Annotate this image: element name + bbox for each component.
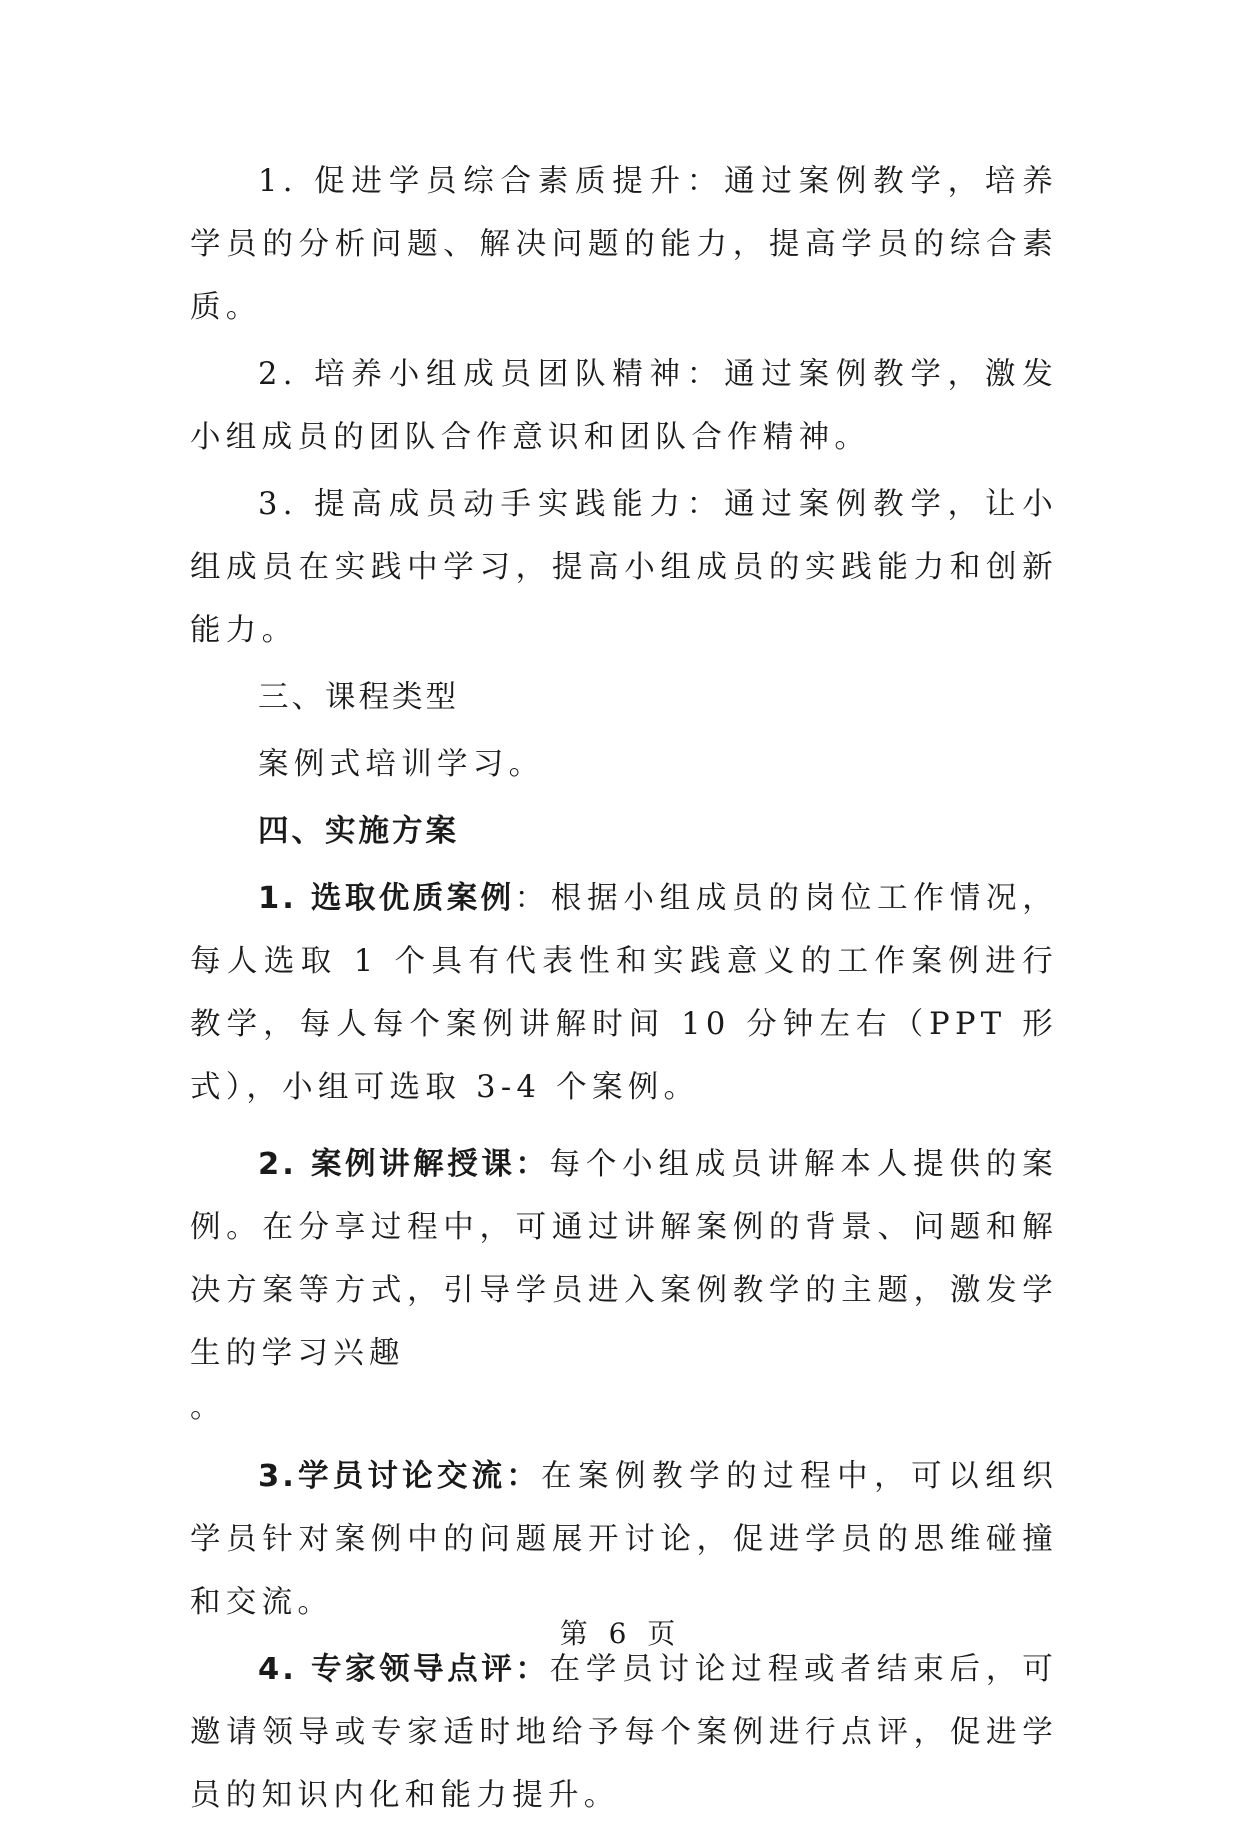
plan-item-1-text: ：根据小组成员的岗位工作情况，每人选取 1 个具有代表性和实践意义的工作案例进行教学，每人每个案例讲解时间 10 分钟左右（PPT 形式），小组可选取 3-4 个案例。	[190, 881, 1058, 1105]
plan-item-1-lead: 1. 选取优质案例	[258, 881, 515, 916]
goal-paragraph-1	[190, 150, 1058, 339]
plan-item-2	[190, 1133, 1058, 1385]
section-3-heading	[190, 666, 1058, 729]
plan-item-2-text: 每个小组成员讲解本人提供的案例。在分享过程中，可通过讲解案例的背景、问题和解决方案等方式，引导学员进入案例教学的主题，激发学生的学习兴趣	[190, 1147, 1058, 1371]
section-3-body-text: 案例式培训学习。	[258, 747, 545, 782]
plan-item-3	[190, 1445, 1058, 1634]
goal-text-2: 2. 培养小组成员团队精神：通过案例教学，激发小组成员的团队合作意识和团队合作精神。	[190, 357, 1058, 455]
plan-item-2-dangling-period: 。	[190, 1390, 221, 1425]
plan-item-3-lead: 3.学员讨论交流：	[258, 1459, 542, 1494]
section-3-heading-text: 三、课程类型	[258, 680, 459, 715]
document-body	[190, 150, 1058, 1831]
goal-paragraph-3	[190, 473, 1058, 662]
plan-item-4-lead: 4. 专家领导点评：	[258, 1652, 550, 1687]
plan-item-1	[190, 867, 1058, 1119]
plan-item-3-text: 在案例教学的过程中，可以组织学员针对案例中的问题展开讨论，促进学员的思维碰撞和交流。	[190, 1459, 1059, 1620]
goal-paragraph-2	[190, 343, 1058, 469]
plan-item-4	[190, 1638, 1058, 1827]
page-number: 第 6 页	[559, 1617, 682, 1650]
plan-item-4-text: 在学员讨论过程或者结束后，可邀请领导或专家适时地给予每个案例进行点评，促进学员的知识内化和能力提升。	[190, 1652, 1058, 1813]
plan-item-2-lead: 2. 案例讲解授课：	[258, 1147, 550, 1182]
goal-text-3: 3. 提高成员动手实践能力：通过案例教学，让小组成员在实践中学习，提高小组成员的实践能力和创新能力。	[190, 487, 1058, 648]
section-3-body	[190, 733, 1058, 796]
section-4-heading	[190, 800, 1058, 863]
section-4-heading-text: 四、实施方案	[258, 814, 459, 849]
goal-text-1: 1. 促进学员综合素质提升：通过案例教学，培养学员的分析问题、解决问题的能力，提高学员的综合素质。	[190, 164, 1058, 325]
